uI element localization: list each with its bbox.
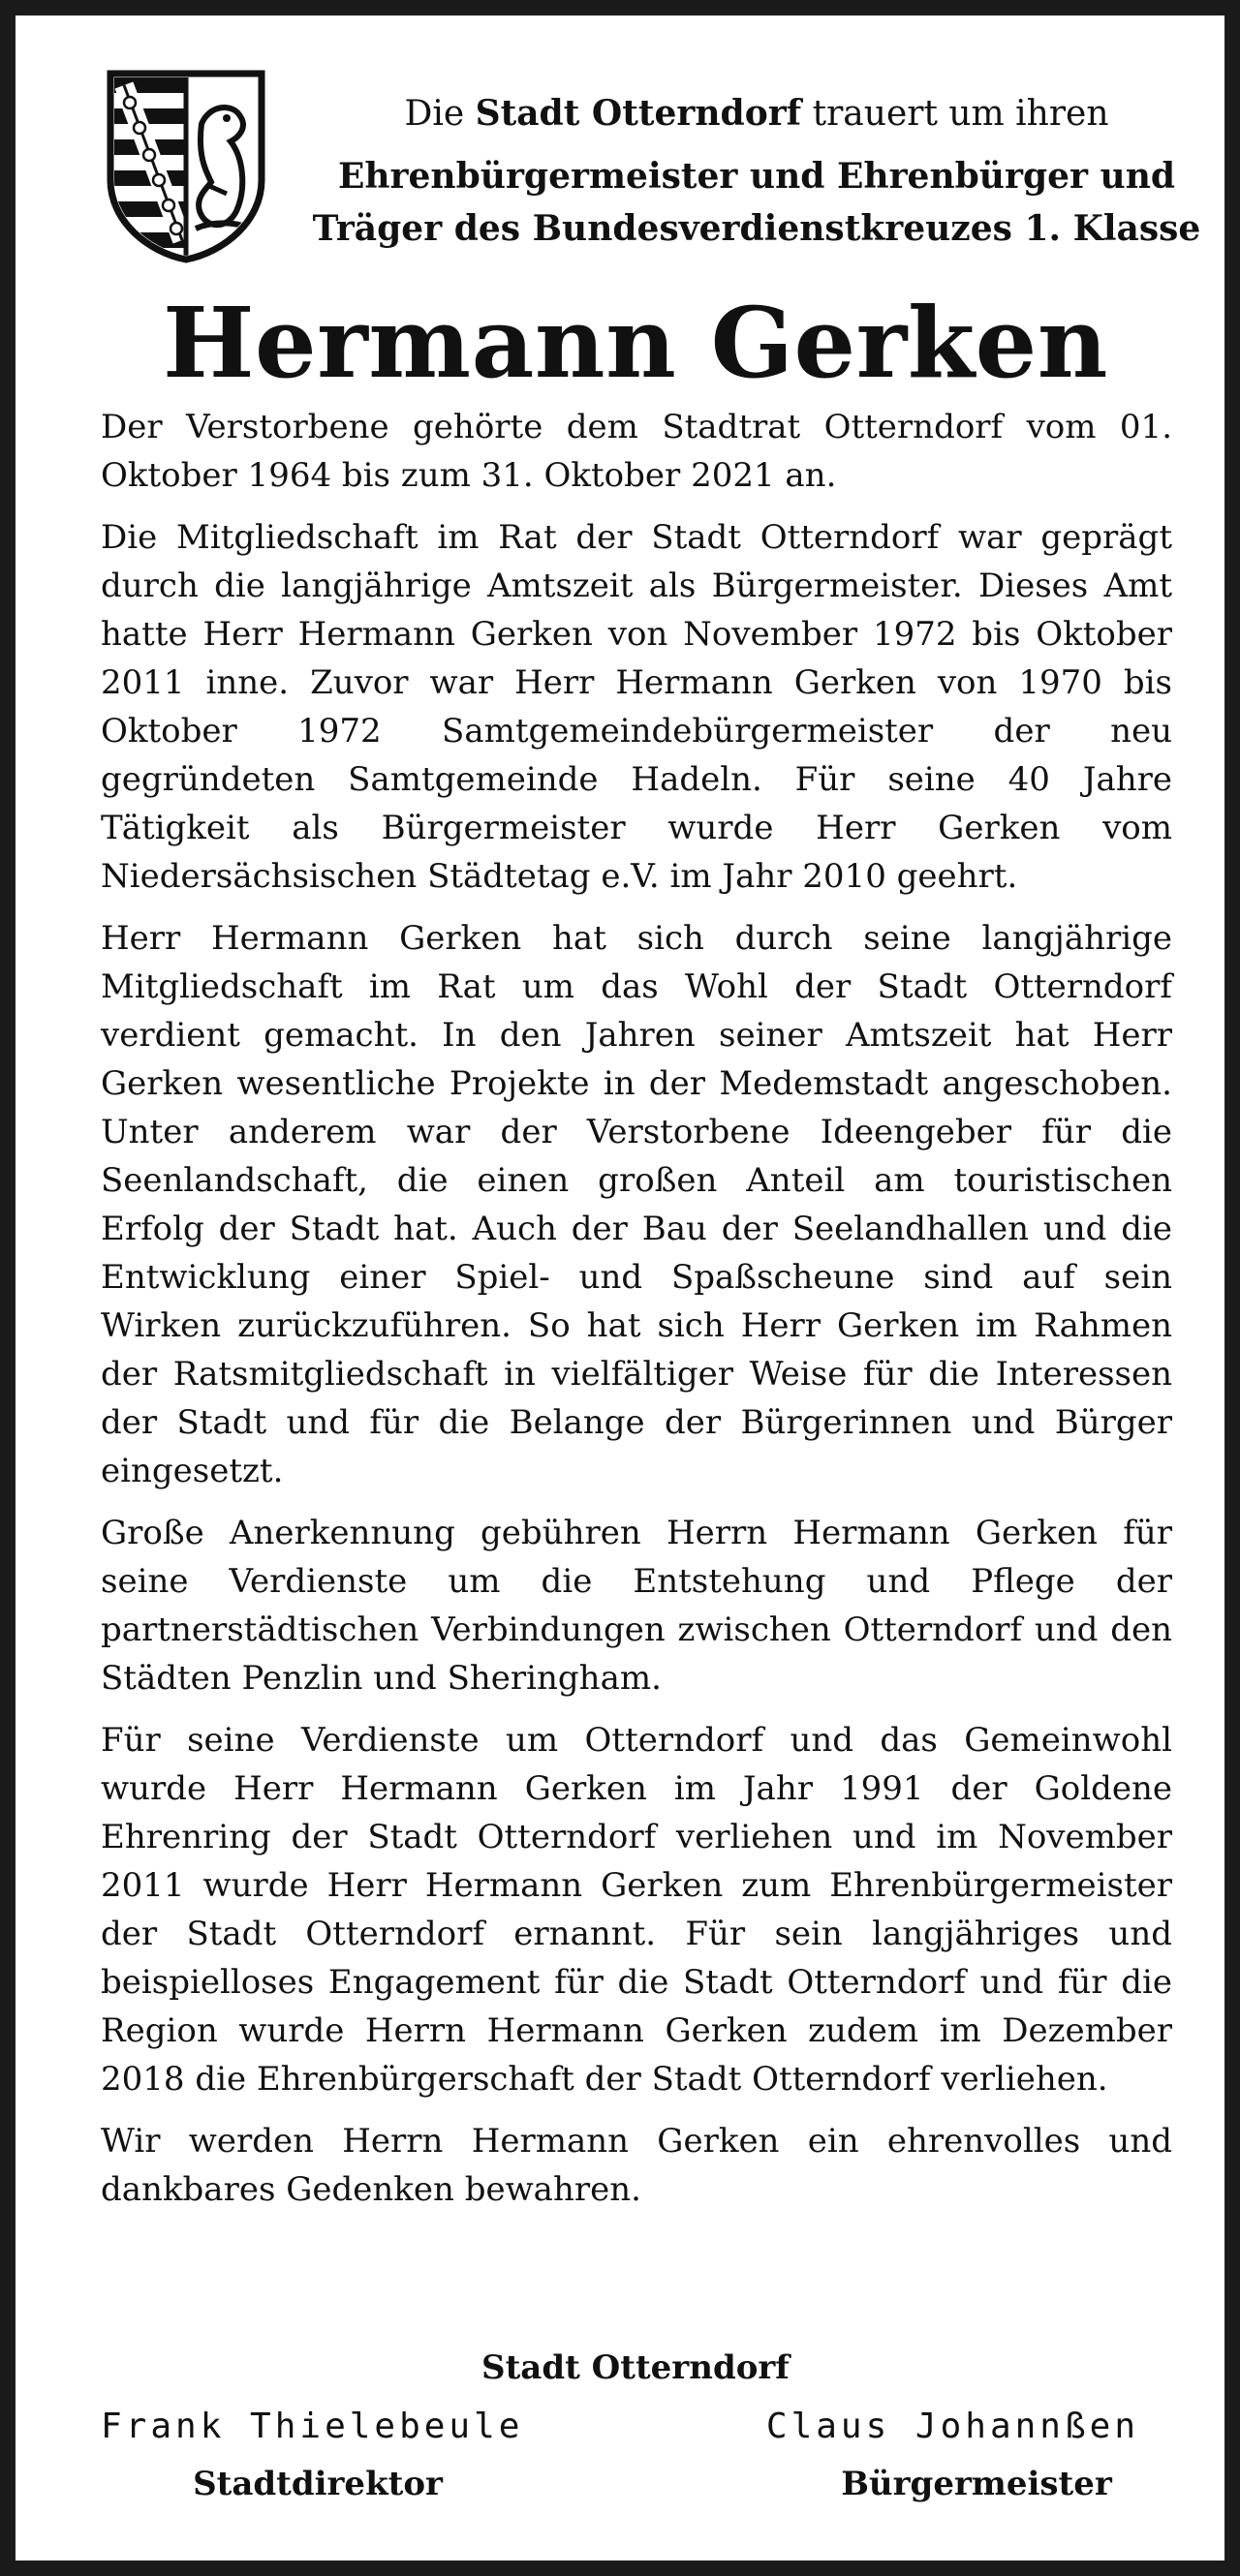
obituary-text (101, 403, 1172, 2227)
signature-organization: Stadt Otterndorf (481, 2348, 790, 2387)
signatory-name-director: Frank Thielebeule (101, 2407, 524, 2446)
coat-of-arms-icon (101, 66, 271, 265)
signatory-role-director: Stadtdirektor (193, 2465, 443, 2503)
intro-suffix: trauert um ihren (801, 94, 1109, 134)
intro-prefix: Die (404, 94, 476, 134)
paragraph: Der Verstorbene gehörte dem Stadtrat Otterndorf vom 01. Oktober 1964 bis zum 31. Oktober 2021 an. (101, 408, 1172, 495)
paragraph: Die Mitgliedschaft im Rat der Stadt Otterndorf war geprägt durch die langjährige Amtszeit als Bürgermeister. Dieses Amt hatte Herr Hermann Gerken von November 1972 bis Oktober 2011 inne. Zuvor war Herr Hermann Gerken von 1970 bis Oktober 1972 Samtgemeindebürgermeister der neu gegründeten Samtgemeinde Hadeln. Für seine 40 Jahre Tätigkeit als Bürgermeister wurde Herr Gerken vom Niedersächsischen Städtetag e.V. im Jahr 2010 geehrt. (101, 518, 1172, 896)
paragraph: Herr Hermann Gerken hat sich durch seine langjährige Mitgliedschaft im Rat um das Wohl der Stadt Otterndorf verdient gemacht. In den Jahren seiner Amtszeit hat Herr Gerken wesentliche Projekte in der Medemstadt angeschoben. Unter anderem war der Verstorbene Ideengeber für die Seenlandschaft, die einen großen Anteil am touristischen Erfolg der Stadt hat. Auch der Bau der Seelandhallen und die Entwicklung einer Spiel- und Spaßscheune sind auf sein Wirken zurückzuführen. So hat sich Herr Gerken im Rahmen der Ratsmitgliedschaft in vielfältiger Weise für die Interessen der Stadt und für die Belange der Bürgerinnen und Bürger eingesetzt. (101, 919, 1172, 1490)
intro-city: Stadt Otterndorf (475, 93, 802, 134)
signatory-role-mayor: Bürgermeister (841, 2465, 1112, 2503)
signatory-name-mayor: Claus Johannßen (765, 2407, 1139, 2446)
honors-line: Ehrenbürgermeister und Ehrenbürger und Träger des Bundesverdienstkreuzes 1. Klasse (312, 156, 1201, 249)
paragraph: Wir werden Herrn Hermann Gerken ein ehrenvolles und dankbares Gedenken bewahren. (101, 2122, 1172, 2209)
intro-line (296, 88, 1217, 139)
paragraph: Große Anerkennung gebühren Herrn Hermann Gerken für seine Verdienste um die Entstehung und Pflege der partnerstädtischen Verbindungen zwischen Otterndorf und den Städten Penzlin und Sheringham. (101, 1514, 1172, 1698)
paragraph: Für seine Verdienste um Otterndorf und das Gemeinwohl wurde Herr Hermann Gerken im Jahr 1991 der Goldene Ehrenring der Stadt Otterndorf verliehen und im November 2011 wurde Herr Hermann Gerken zum Ehrenbürgermeister der Stadt Otterndorf ernannt. Für sein langjähriges und beispielloses Engagement für die Stadt Otterndorf und für die Region wurde Herrn Hermann Gerken zudem im Dezember 2018 die Ehrenbürgerschaft der Stadt Otterndorf verliehen. (101, 1721, 1172, 2099)
deceased-name: Hermann Gerken (163, 286, 1108, 400)
